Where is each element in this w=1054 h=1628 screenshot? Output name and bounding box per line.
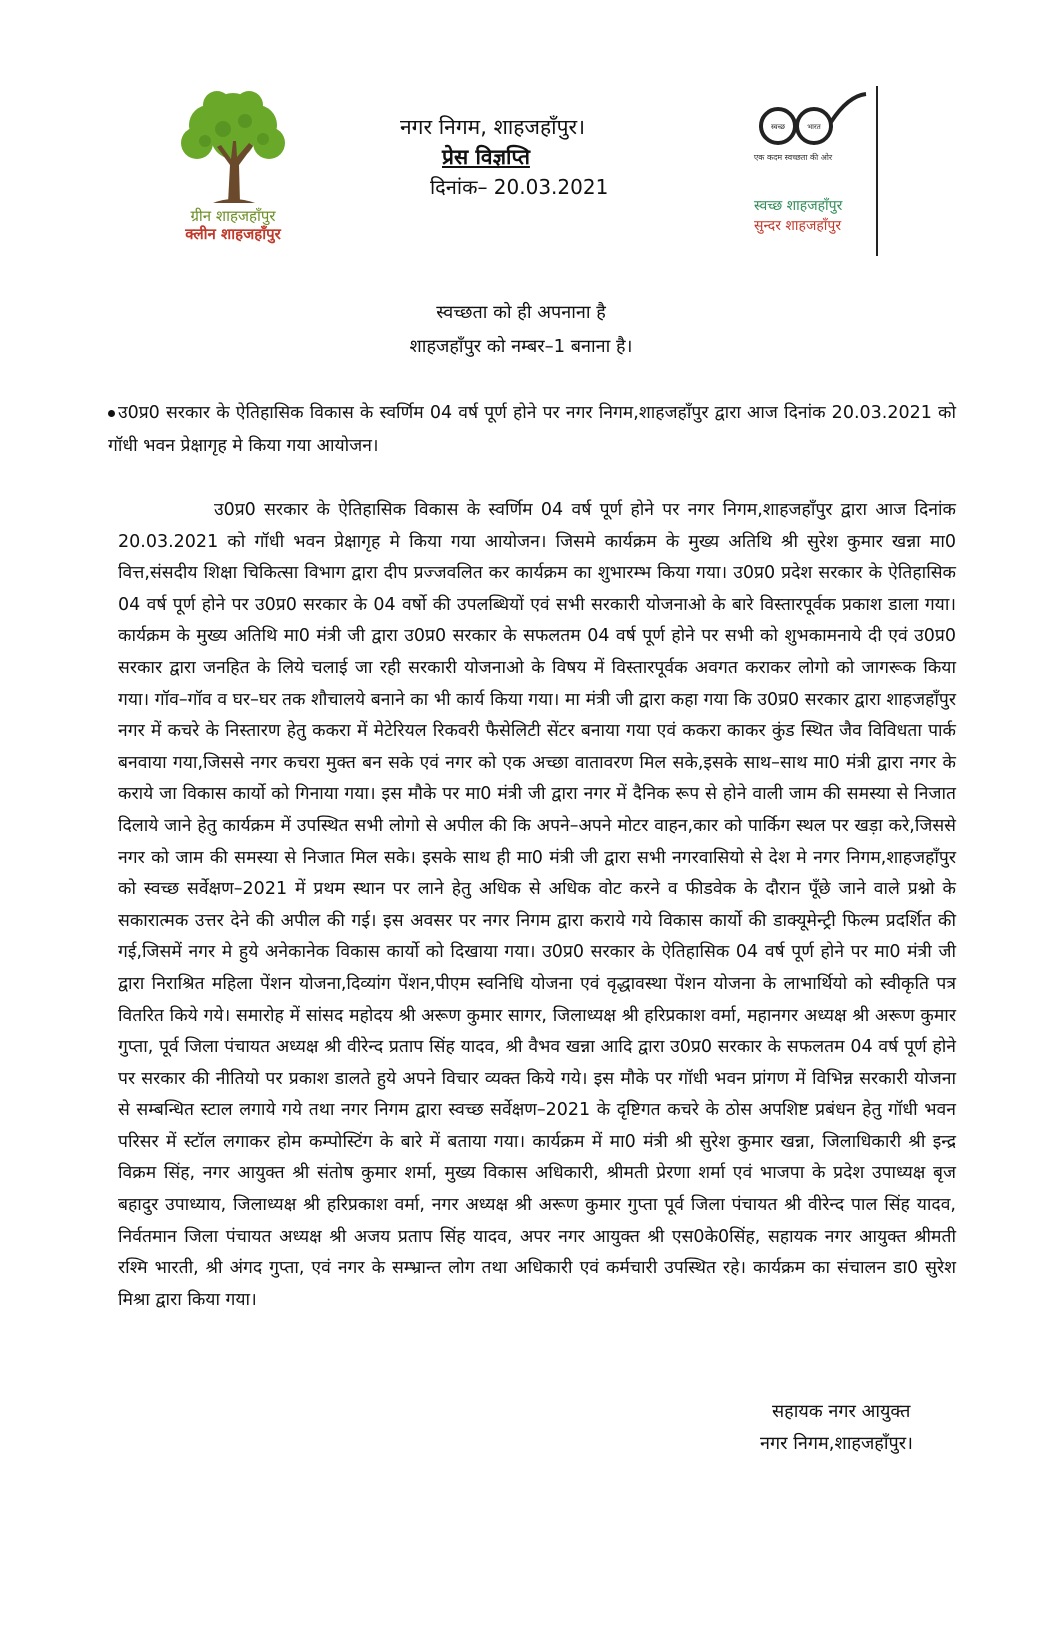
left-logo-caption-2: क्लीन शाहजहाँपुर [185, 225, 281, 243]
right-logo-caption-2: सुन्दर शाहजहाँपुर [754, 218, 842, 234]
bullet-icon [108, 410, 115, 417]
right-logo-caption-1: स्वच्छ शाहजहाँपुर [754, 198, 843, 214]
signatory-designation: सहायक नगर आयुक्त [772, 1401, 911, 1422]
signatory-office: नगर निगम,शाहजहाँपुर। [760, 1433, 913, 1454]
slogan-line-1: स्वच्छता को ही अपनाना है [436, 302, 606, 323]
body-paragraph: उ0प्र0 सरकार के ऐतिहासिक विकास के स्वर्णिम 04 वर्ष पूर्ण होने पर नगर निगम,शाहजहाँपुर द्वारा आज दिनांक 20.03.2021 को गॉधी भवन प्रेक्षागृह मे किया गया आयोजन। जिसमे कार्यक्रम के मुख्य अतिथि श्री सुरेश कुमार खन्ना मा0 वित्त,संसदीय शिक्षा चिकित्सा विभाग द्वारा दीप प्रज्जवलित कर कार्यक्रम का शुभारम्भ किया गया। उ0प्र0 प्रदेश सरकार के ऐतिहासिक 04 वर्ष पूर्ण होने पर उ0प्र0 सरकार के 04 वर्षो की उपलब्धियों एवं सभी सरकारी योजनाओ के बारे विस्तारपूर्वक प्रकाश डाला गया। कार्यक्रम के मुख्य अतिथि मा0 मंत्री जी द्वारा उ0प्र0 सरकार के सफलतम 04 वर्ष पूर्ण होने पर सभी को शुभकामनाये दी एवं उ0प्र0 सरकार द्वारा जनहित के लिये चलाई जा रही सरकारी योजनाओ के विषय में विस्तारपूर्वक अवगत कराकर लोगो को जागरूक किया गया। गॉव–गॉव व घर–घर तक शौचालये बनाने का भी कार्य किया गया। मा मंत्री जी द्वारा कहा गया कि उ0प्र0 सरकार द्वारा शाहजहाँपुर नगर में कचरे के निस्तारण हेतु ककरा में मेटेरियल रिकवरी फैसेलिटी सेंटर बनाया गया एवं ककरा काकर कुंड स्थित जैव विविधता पार्क बनवाया गया,जिससे नगर कचरा मुक्त बन सके एवं नगर को एक अच्छा वातावरण मिल सके,इसके साथ–साथ मा0 मंत्री द्वारा नगर के कराये जा विकास कार्यो को गिनाया गया। इस मौके पर मा0 मंत्री जी द्वारा नगर में दैनिक रूप से होने वाली जाम की समस्या से निजात दिलाये जाने हेतु कार्यक्रम में उपस्थित सभी लोगो से अपील की कि अपने–अपने मोटर वाहन,कार को पार्किग स्थल पर खड़ा करे,जिससे नगर को जाम की समस्या से निजात मिल सके। इसके साथ ही मा0 मंत्री जी द्वारा सभी नगरवासियो से देश मे नगर निगम,शाहजहाँपुर को स्वच्छ सर्वेक्षण–2021 में प्रथम स्थान पर लाने हेतु अधिक से अधिक वोट करने व फीडवेक के दौरान पूँछे जाने वाले प्रश्नो के सकारात्मक उत्तर देने की अपील की गई। इस अवसर पर नगर निगम द्वारा कराये गये विकास कार्यो की डाक्यूमेन्ट्री फिल्म प्रदर्शित की गई,जिसमें नगर मे हुये अनेकानेक विकास कार्यो को दिखाया गया। उ0प्र0 सरकार के ऐतिहासिक 04 वर्ष पूर्ण होने पर मा0 मंत्री जी द्वारा निराश्रित महिला पेंशन योजना,दिव्यांग पेंशन,पीएम स्वनिधि योजना एवं वृद्धावस्था पेंशन योजना के लाभार्थियो को स्वीकृति पत्र वितरित किये गये। समारोह में सांसद महोदय श्री अरूण कुमार सागर, जिलाध्यक्ष श्री हरिप्रकाश वर्मा, महानगर अध्यक्ष श्री अरूण कुमार गुप्ता, पूर्व जिला पंचायत अध्यक्ष श्री वीरेन्द प्रताप सिंह यादव, श्री वैभव खन्ना आदि द्वारा उ0प्र0 सरकार के सफलतम 04 वर्ष पूर्ण होने पर सरकार की नीतियो पर प्रकाश डालते हुये अपने विचार व्यक्त किये गये। इस मौके पर गॉधी भवन प्रांगण में विभिन्न सरकारी योजना से सम्बन्धित स्टाल लगाये गये तथा नगर निगम द्वारा स्वच्छ सर्वेक्षण–2021 के दृष्टिगत कचरे के ठोस अपशिष्ट प्रबंधन हेतु गॉधी भवन परिसर में स्टॉल लगाकर होम कम्पोस्टिंग के बारे में बताया गया। कार्यक्रम में मा0 मंत्री श्री सुरेश कुमार खन्ना, जिलाधिकारी श्री इन्द्र विक्रम सिंह, नगर आयुक्त श्री संतोष कुमार शर्मा, मुख्य विकास अधिकारी, श्रीमती प्रेरणा शर्मा एवं भाजपा के प्रदेश उपाध्यक्ष बृज बहादुर उपाध्याय, जिलाध्यक्ष श्री हरिप्रकाश वर्मा, नगर अध्यक्ष श्री अरूण कुमार गुप्ता पूर्व जिला पंचायत श्री वीरेन्द पाल सिंह यादव, निर्वतमान जिला पंचायत अध्यक्ष श्री अजय प्रताप सिंह यादव, अपर नगर आयुक्त श्री एस0के0सिंह, सहायक नगर आयुक्त श्रीमती रश्मि भारती, श्री अंगद गुप्ता, एवं नगर के सम्भ्रान्त लोग तथा अधिकारी एवं कर्मचारी उपस्थित रहे। कार्यक्रम का संचालन डा0 सुरेश मिश्रा द्वारा किया गया। [118, 500, 956, 1310]
logo-divider [876, 86, 878, 256]
spectacles-icon [748, 86, 868, 152]
tree-icon [173, 85, 293, 205]
page-title: प्रेस विज्ञप्ति [442, 145, 530, 169]
spectacles-left-text: स्वच्छ [770, 123, 786, 131]
left-logo-caption-1: ग्रीन शाहजहाँपुर [190, 207, 276, 225]
slogan-line-2: शाहजहाँपुर को नम्बर–1 बनाना है। [409, 336, 633, 357]
document-heading [400, 112, 640, 202]
highlight-bullet [108, 397, 956, 463]
green-shahjahanpur-logo [148, 85, 318, 255]
organization-name: नगर निगम, शाहजहाँपुर। [400, 115, 586, 139]
spectacles-right-text: भारत [807, 123, 821, 131]
highlight-text: उ0प्र0 सरकार के ऐतिहासिक विकास के स्वर्णिम 04 वर्ष पूर्ण होने पर नगर निगम,शाहजहाँपुर द्वारा आज दिनांक 20.03.2021 को गॉधी भवन प्रेक्षागृह मे किया गया आयोजन। [108, 403, 956, 456]
signature-block [760, 1396, 960, 1460]
swachh-tagline: एक कदम स्वच्छता की ओर [753, 153, 833, 162]
swachh-bharat-logo [748, 86, 888, 256]
release-date: दिनांक– 20.03.2021 [430, 175, 609, 199]
